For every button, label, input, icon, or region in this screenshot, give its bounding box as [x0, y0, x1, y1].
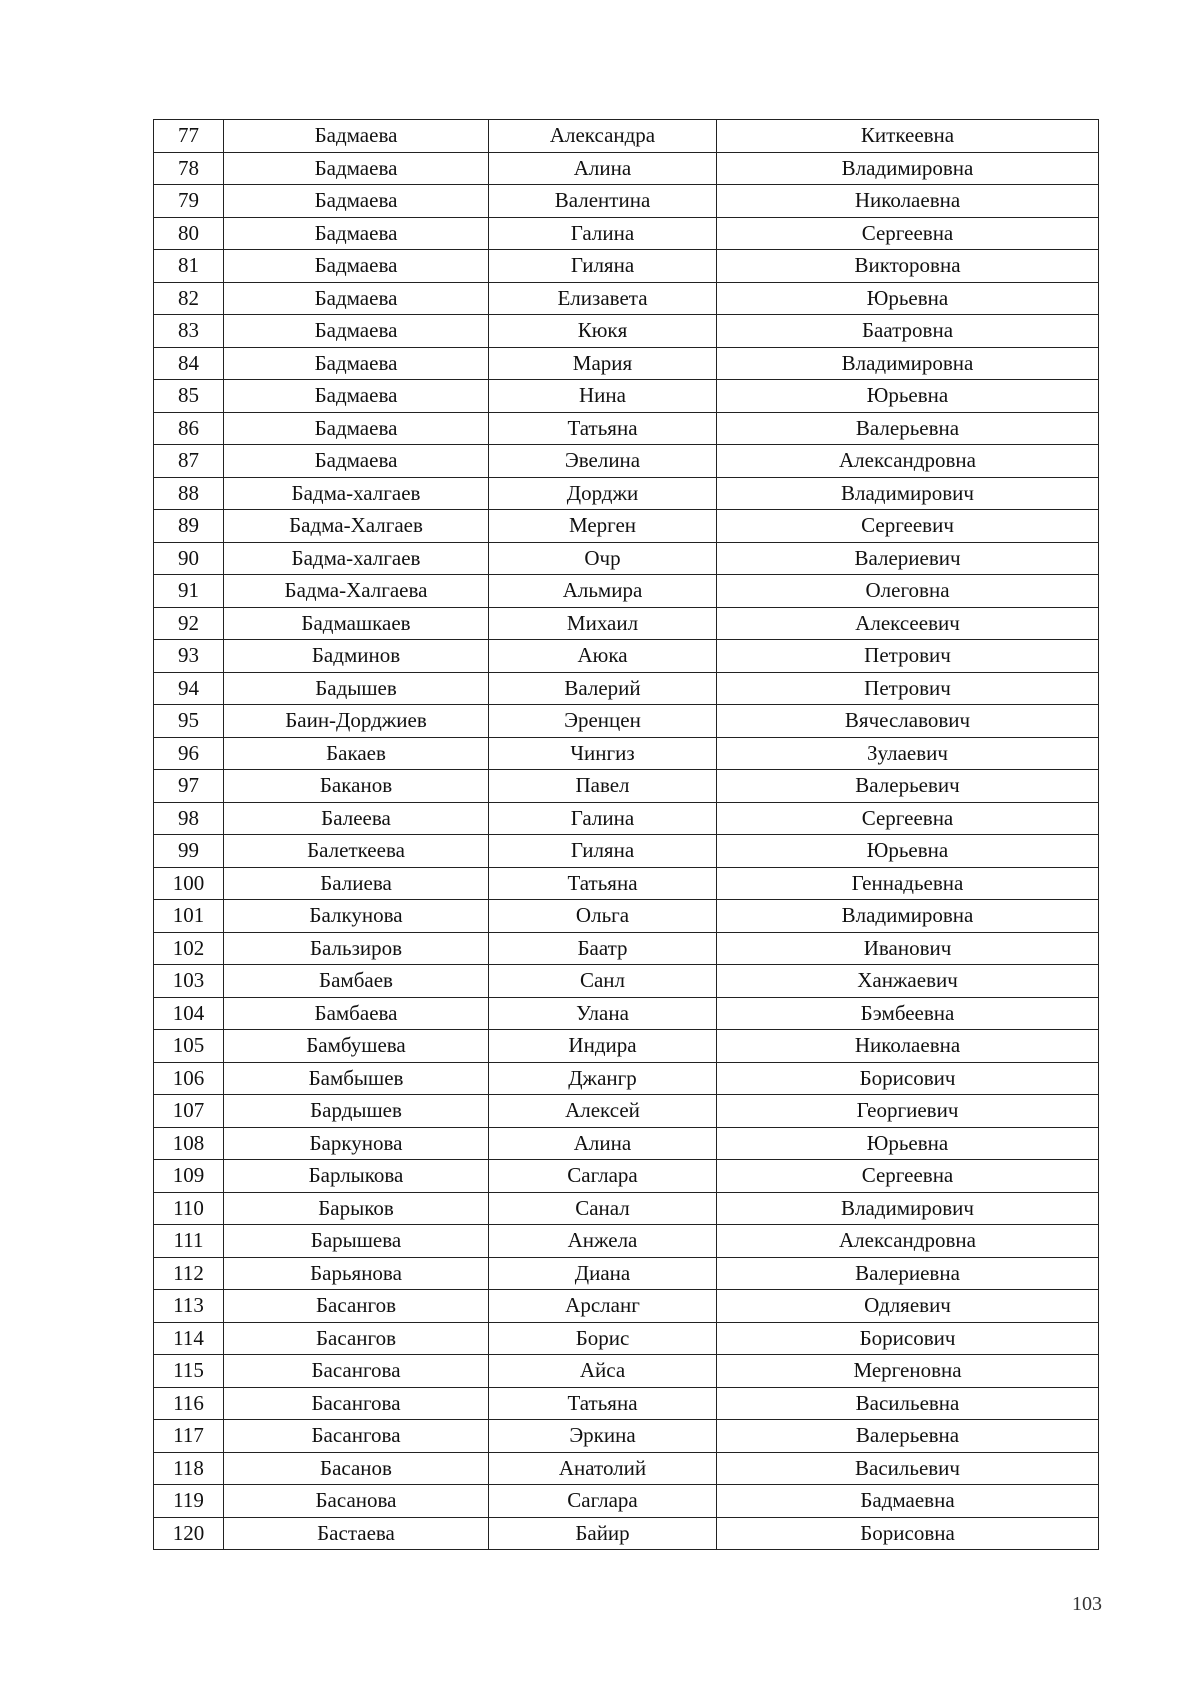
- table-row: [154, 575, 1099, 608]
- patronymic-cell: Валерьевна: [717, 412, 1099, 445]
- first-name-cell: Джангр: [489, 1062, 717, 1095]
- row-number-cell: 110: [154, 1192, 224, 1225]
- table-row: [154, 217, 1099, 250]
- first-name-cell: Очр: [489, 542, 717, 575]
- last-name-cell: Басангов: [224, 1322, 489, 1355]
- patronymic-cell: Алексеевич: [717, 607, 1099, 640]
- last-name-cell: Бадмаева: [224, 445, 489, 478]
- last-name-cell: Бамбушева: [224, 1030, 489, 1063]
- row-number-cell: 79: [154, 185, 224, 218]
- row-number-cell: 114: [154, 1322, 224, 1355]
- last-name-cell: Бадмаева: [224, 380, 489, 413]
- table-row: [154, 445, 1099, 478]
- first-name-cell: Санл: [489, 965, 717, 998]
- table-row: [154, 1192, 1099, 1225]
- last-name-cell: Бамбышев: [224, 1062, 489, 1095]
- row-number-cell: 96: [154, 737, 224, 770]
- first-name-cell: Эренцен: [489, 705, 717, 738]
- table-row: [154, 640, 1099, 673]
- row-number-cell: 97: [154, 770, 224, 803]
- first-name-cell: Айса: [489, 1355, 717, 1388]
- patronymic-cell: Петрович: [717, 672, 1099, 705]
- first-name-cell: Эркина: [489, 1420, 717, 1453]
- first-name-cell: Байир: [489, 1517, 717, 1550]
- table-row: [154, 1290, 1099, 1323]
- first-name-cell: Алина: [489, 152, 717, 185]
- table-row: [154, 1030, 1099, 1063]
- first-name-cell: Нина: [489, 380, 717, 413]
- first-name-cell: Валерий: [489, 672, 717, 705]
- first-name-cell: Алексей: [489, 1095, 717, 1128]
- last-name-cell: Бадмаева: [224, 152, 489, 185]
- table-row: [154, 1095, 1099, 1128]
- table-row: [154, 477, 1099, 510]
- patronymic-cell: Геннадьевна: [717, 867, 1099, 900]
- patronymic-cell: Сергеевна: [717, 1160, 1099, 1193]
- last-name-cell: Балкунова: [224, 900, 489, 933]
- row-number-cell: 78: [154, 152, 224, 185]
- table-row: [154, 770, 1099, 803]
- table-row: [154, 1225, 1099, 1258]
- last-name-cell: Бамбаева: [224, 997, 489, 1030]
- last-name-cell: Бадмаева: [224, 250, 489, 283]
- row-number-cell: 116: [154, 1387, 224, 1420]
- table-row: [154, 1387, 1099, 1420]
- patronymic-cell: Вячеславович: [717, 705, 1099, 738]
- first-name-cell: Татьяна: [489, 1387, 717, 1420]
- table-row: [154, 412, 1099, 445]
- names-table-body: [154, 120, 1099, 1550]
- table-row: [154, 737, 1099, 770]
- last-name-cell: Бадмаева: [224, 282, 489, 315]
- patronymic-cell: Викторовна: [717, 250, 1099, 283]
- patronymic-cell: Валерьевич: [717, 770, 1099, 803]
- last-name-cell: Барышева: [224, 1225, 489, 1258]
- patronymic-cell: Георгиевич: [717, 1095, 1099, 1128]
- row-number-cell: 85: [154, 380, 224, 413]
- row-number-cell: 87: [154, 445, 224, 478]
- row-number-cell: 102: [154, 932, 224, 965]
- first-name-cell: Александра: [489, 120, 717, 153]
- patronymic-cell: Бадмаевна: [717, 1485, 1099, 1518]
- table-row: [154, 1485, 1099, 1518]
- row-number-cell: 92: [154, 607, 224, 640]
- table-row: [154, 347, 1099, 380]
- patronymic-cell: Владимирович: [717, 477, 1099, 510]
- first-name-cell: Гиляна: [489, 250, 717, 283]
- patronymic-cell: Владимирович: [717, 1192, 1099, 1225]
- first-name-cell: Михаил: [489, 607, 717, 640]
- row-number-cell: 112: [154, 1257, 224, 1290]
- last-name-cell: Бадма-халгаев: [224, 542, 489, 575]
- patronymic-cell: Владимировна: [717, 152, 1099, 185]
- first-name-cell: Саглара: [489, 1485, 717, 1518]
- patronymic-cell: Николаевна: [717, 185, 1099, 218]
- patronymic-cell: Сергеевич: [717, 510, 1099, 543]
- row-number-cell: 82: [154, 282, 224, 315]
- row-number-cell: 109: [154, 1160, 224, 1193]
- patronymic-cell: Мергеновна: [717, 1355, 1099, 1388]
- table-row: [154, 672, 1099, 705]
- first-name-cell: Мария: [489, 347, 717, 380]
- last-name-cell: Басанов: [224, 1452, 489, 1485]
- patronymic-cell: Борисович: [717, 1062, 1099, 1095]
- last-name-cell: Бадмаева: [224, 217, 489, 250]
- table-row: [154, 152, 1099, 185]
- last-name-cell: Бадмаева: [224, 315, 489, 348]
- row-number-cell: 81: [154, 250, 224, 283]
- row-number-cell: 117: [154, 1420, 224, 1453]
- first-name-cell: Галина: [489, 802, 717, 835]
- patronymic-cell: Юрьевна: [717, 1127, 1099, 1160]
- last-name-cell: Бастаева: [224, 1517, 489, 1550]
- table-row: [154, 1322, 1099, 1355]
- patronymic-cell: Васильевич: [717, 1452, 1099, 1485]
- patronymic-cell: Валериевна: [717, 1257, 1099, 1290]
- patronymic-cell: Васильевна: [717, 1387, 1099, 1420]
- row-number-cell: 86: [154, 412, 224, 445]
- patronymic-cell: Валерьевна: [717, 1420, 1099, 1453]
- last-name-cell: Баканов: [224, 770, 489, 803]
- row-number-cell: 100: [154, 867, 224, 900]
- table-row: [154, 315, 1099, 348]
- last-name-cell: Барыков: [224, 1192, 489, 1225]
- patronymic-cell: Баатровна: [717, 315, 1099, 348]
- first-name-cell: Елизавета: [489, 282, 717, 315]
- patronymic-cell: Борисовна: [717, 1517, 1099, 1550]
- last-name-cell: Бардышев: [224, 1095, 489, 1128]
- table-row: [154, 380, 1099, 413]
- patronymic-cell: Киткеевна: [717, 120, 1099, 153]
- table-row: [154, 282, 1099, 315]
- first-name-cell: Дорджи: [489, 477, 717, 510]
- patronymic-cell: Юрьевна: [717, 835, 1099, 868]
- first-name-cell: Алина: [489, 1127, 717, 1160]
- last-name-cell: Бадма-халгаев: [224, 477, 489, 510]
- last-name-cell: Баркунова: [224, 1127, 489, 1160]
- patronymic-cell: Олеговна: [717, 575, 1099, 608]
- first-name-cell: Чингиз: [489, 737, 717, 770]
- row-number-cell: 89: [154, 510, 224, 543]
- table-row: [154, 932, 1099, 965]
- first-name-cell: Галина: [489, 217, 717, 250]
- row-number-cell: 98: [154, 802, 224, 835]
- patronymic-cell: Иванович: [717, 932, 1099, 965]
- row-number-cell: 99: [154, 835, 224, 868]
- first-name-cell: Альмира: [489, 575, 717, 608]
- table-row: [154, 510, 1099, 543]
- first-name-cell: Анжела: [489, 1225, 717, 1258]
- row-number-cell: 93: [154, 640, 224, 673]
- table-row: [154, 185, 1099, 218]
- patronymic-cell: Ханжаевич: [717, 965, 1099, 998]
- patronymic-cell: Борисович: [717, 1322, 1099, 1355]
- page-number: 103: [1072, 1593, 1102, 1615]
- last-name-cell: Бадма-Халгаев: [224, 510, 489, 543]
- table-row: [154, 542, 1099, 575]
- row-number-cell: 90: [154, 542, 224, 575]
- row-number-cell: 83: [154, 315, 224, 348]
- last-name-cell: Барлыкова: [224, 1160, 489, 1193]
- last-name-cell: Балеева: [224, 802, 489, 835]
- patronymic-cell: Одляевич: [717, 1290, 1099, 1323]
- first-name-cell: Татьяна: [489, 412, 717, 445]
- table-row: [154, 1257, 1099, 1290]
- first-name-cell: Баатр: [489, 932, 717, 965]
- last-name-cell: Басангов: [224, 1290, 489, 1323]
- row-number-cell: 107: [154, 1095, 224, 1128]
- patronymic-cell: Александровна: [717, 445, 1099, 478]
- last-name-cell: Бадышев: [224, 672, 489, 705]
- row-number-cell: 119: [154, 1485, 224, 1518]
- table-row: [154, 1420, 1099, 1453]
- last-name-cell: Бамбаев: [224, 965, 489, 998]
- first-name-cell: Кюкя: [489, 315, 717, 348]
- first-name-cell: Саглара: [489, 1160, 717, 1193]
- last-name-cell: Бакаев: [224, 737, 489, 770]
- table-row: [154, 1452, 1099, 1485]
- row-number-cell: 88: [154, 477, 224, 510]
- table-row: [154, 1160, 1099, 1193]
- patronymic-cell: Владимировна: [717, 900, 1099, 933]
- first-name-cell: Мерген: [489, 510, 717, 543]
- patronymic-cell: Петрович: [717, 640, 1099, 673]
- table-row: [154, 120, 1099, 153]
- first-name-cell: Индира: [489, 1030, 717, 1063]
- table-row: [154, 997, 1099, 1030]
- last-name-cell: Бадминов: [224, 640, 489, 673]
- row-number-cell: 91: [154, 575, 224, 608]
- patronymic-cell: Сергеевна: [717, 802, 1099, 835]
- first-name-cell: Гиляна: [489, 835, 717, 868]
- patronymic-cell: Владимировна: [717, 347, 1099, 380]
- table-row: [154, 900, 1099, 933]
- table-row: [154, 250, 1099, 283]
- row-number-cell: 95: [154, 705, 224, 738]
- table-row: [154, 1127, 1099, 1160]
- last-name-cell: Бадма-Халгаева: [224, 575, 489, 608]
- last-name-cell: Бадмаева: [224, 347, 489, 380]
- table-row: [154, 835, 1099, 868]
- table-row: [154, 867, 1099, 900]
- row-number-cell: 105: [154, 1030, 224, 1063]
- last-name-cell: Бадмаева: [224, 412, 489, 445]
- last-name-cell: Басангова: [224, 1355, 489, 1388]
- last-name-cell: Бальзиров: [224, 932, 489, 965]
- last-name-cell: Бадмаева: [224, 120, 489, 153]
- patronymic-cell: Юрьевна: [717, 282, 1099, 315]
- table-row: [154, 1062, 1099, 1095]
- first-name-cell: Валентина: [489, 185, 717, 218]
- first-name-cell: Арсланг: [489, 1290, 717, 1323]
- first-name-cell: Павел: [489, 770, 717, 803]
- patronymic-cell: Николаевна: [717, 1030, 1099, 1063]
- table-row: [154, 607, 1099, 640]
- row-number-cell: 101: [154, 900, 224, 933]
- first-name-cell: Ольга: [489, 900, 717, 933]
- first-name-cell: Эвелина: [489, 445, 717, 478]
- table-row: [154, 1517, 1099, 1550]
- row-number-cell: 113: [154, 1290, 224, 1323]
- first-name-cell: Улана: [489, 997, 717, 1030]
- first-name-cell: Борис: [489, 1322, 717, 1355]
- patronymic-cell: Зулаевич: [717, 737, 1099, 770]
- row-number-cell: 103: [154, 965, 224, 998]
- first-name-cell: Аюка: [489, 640, 717, 673]
- names-table: [153, 119, 1099, 1550]
- last-name-cell: Бадмашкаев: [224, 607, 489, 640]
- row-number-cell: 111: [154, 1225, 224, 1258]
- patronymic-cell: Бэмбеевна: [717, 997, 1099, 1030]
- first-name-cell: Анатолий: [489, 1452, 717, 1485]
- last-name-cell: Балиева: [224, 867, 489, 900]
- last-name-cell: Балеткеева: [224, 835, 489, 868]
- first-name-cell: Диана: [489, 1257, 717, 1290]
- table-row: [154, 705, 1099, 738]
- patronymic-cell: Юрьевна: [717, 380, 1099, 413]
- table-row: [154, 802, 1099, 835]
- row-number-cell: 120: [154, 1517, 224, 1550]
- row-number-cell: 84: [154, 347, 224, 380]
- last-name-cell: Басангова: [224, 1420, 489, 1453]
- patronymic-cell: Сергеевна: [717, 217, 1099, 250]
- patronymic-cell: Валериевич: [717, 542, 1099, 575]
- row-number-cell: 94: [154, 672, 224, 705]
- last-name-cell: Басанова: [224, 1485, 489, 1518]
- last-name-cell: Барьянова: [224, 1257, 489, 1290]
- table-row: [154, 1355, 1099, 1388]
- first-name-cell: Санал: [489, 1192, 717, 1225]
- patronymic-cell: Александровна: [717, 1225, 1099, 1258]
- row-number-cell: 77: [154, 120, 224, 153]
- row-number-cell: 118: [154, 1452, 224, 1485]
- last-name-cell: Баин-Дорджиев: [224, 705, 489, 738]
- last-name-cell: Бадмаева: [224, 185, 489, 218]
- row-number-cell: 108: [154, 1127, 224, 1160]
- last-name-cell: Басангова: [224, 1387, 489, 1420]
- table-row: [154, 965, 1099, 998]
- first-name-cell: Татьяна: [489, 867, 717, 900]
- row-number-cell: 80: [154, 217, 224, 250]
- row-number-cell: 106: [154, 1062, 224, 1095]
- row-number-cell: 104: [154, 997, 224, 1030]
- row-number-cell: 115: [154, 1355, 224, 1388]
